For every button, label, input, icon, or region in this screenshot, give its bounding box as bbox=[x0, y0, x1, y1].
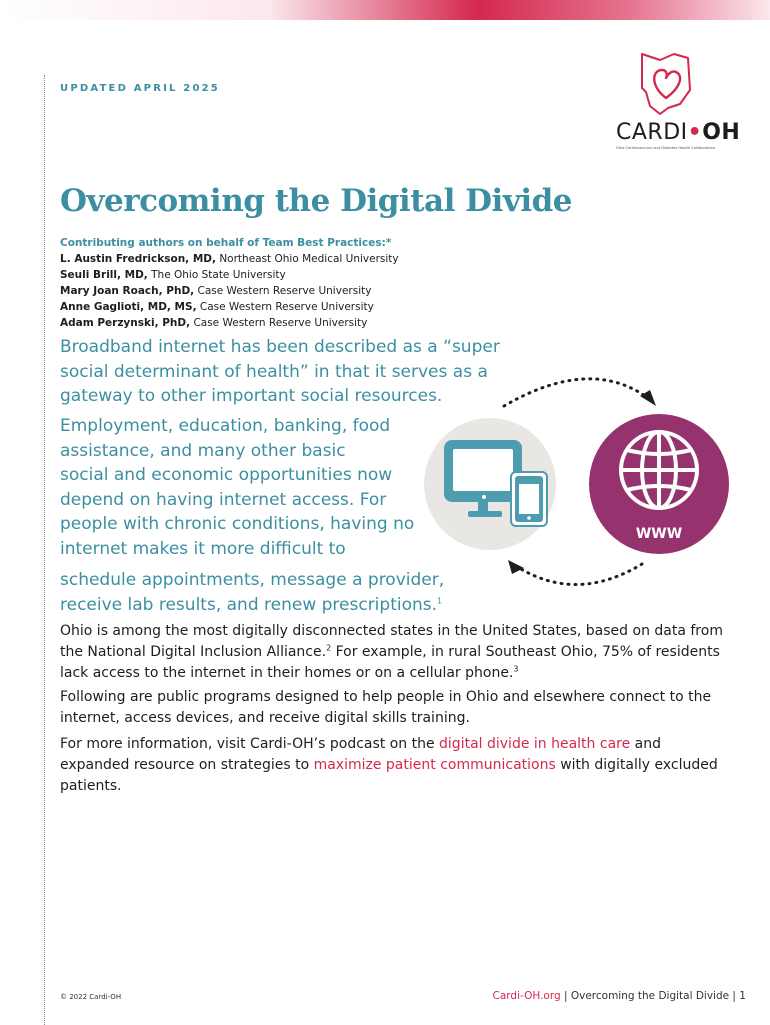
arrow-top-head bbox=[640, 390, 656, 406]
body-paragraph-3: For more information, visit Cardi-OH’s podcast on the digital divide in health care and expanded resource on strategies to maximize patient communications with digitally excluded patients. bbox=[60, 736, 718, 794]
cardi-oh-logo[interactable] bbox=[600, 48, 750, 150]
pull-quote-1: Broadband internet has been described as a “super social determinant of health” in that it serves as a gateway to other important social resources. bbox=[60, 337, 500, 406]
www-label: WWW bbox=[635, 526, 683, 542]
link-maximize-patient-communications[interactable]: maximize patient communications bbox=[313, 757, 556, 773]
margin-dotted-rule bbox=[44, 75, 45, 1025]
pull-quote-2: Employment, education, banking, food assistance, and many other basic social and economic opportunities now depend on having internet access. For people with chronic conditions, having no internet makes it more difficult to bbox=[60, 416, 415, 559]
arrow-top-dotted bbox=[504, 379, 648, 406]
globe-icon bbox=[621, 432, 697, 508]
link-digital-divide[interactable]: digital divide in health care bbox=[439, 736, 631, 752]
updated-date: UPDATED APRIL 2025 bbox=[60, 83, 220, 94]
authors-heading: Contributing authors on behalf of Team Best Practices:* bbox=[60, 237, 392, 249]
digital-connection-illustration bbox=[420, 360, 740, 600]
authors-block bbox=[60, 235, 399, 331]
phone-icon bbox=[511, 472, 547, 526]
footer-page-info: Cardi-OH.org | Overcoming the Digital Divide | 1 bbox=[492, 990, 746, 1002]
author-line: Mary Joan Roach, PhD, Case Western Reserve University bbox=[60, 285, 372, 297]
author-line: Adam Perzynski, PhD, Case Western Reserve University bbox=[60, 317, 368, 329]
logo-wordmark: CARDI•OH bbox=[616, 120, 741, 145]
page-title: Overcoming the Digital Divide bbox=[60, 183, 573, 219]
footer-site-link[interactable]: Cardi-OH.org bbox=[492, 990, 561, 1002]
author-line: Anne Gaglioti, MD, MS, Case Western Reserve University bbox=[60, 301, 374, 313]
pull-quote-3: schedule appointments, message a provider, receive lab results, and renew prescriptions.$^1$ bbox=[60, 570, 445, 615]
footer-copyright: © 2022 Cardi-OH bbox=[60, 993, 122, 1001]
author-line: L. Austin Fredrickson, MD, Northeast Ohio Medical University bbox=[60, 253, 399, 265]
ohio-heart-icon bbox=[620, 48, 720, 116]
logo-tagline: Ohio Cardiovascular and Diabetes Health Collaborative bbox=[616, 146, 716, 150]
body-paragraph-1: Ohio is among the most digitally disconnected states in the United States, based on data from the National Digital Inclusion Alliance.$^2$ For example, in rural Southeast Ohio, 75% of residents lack access to the internet in their homes or on a cellular phone.$^3$ bbox=[60, 623, 723, 681]
arrow-bottom-head bbox=[508, 560, 524, 574]
author-line: Seuli Brill, MD, The Ohio State University bbox=[60, 269, 286, 281]
body-paragraph-2: Following are public programs designed to help people in Ohio and elsewhere connect to the internet, access devices, and receive digital skills training. bbox=[60, 689, 712, 726]
top-gradient-bar bbox=[0, 0, 770, 20]
arrow-bottom-dotted bbox=[516, 564, 642, 585]
